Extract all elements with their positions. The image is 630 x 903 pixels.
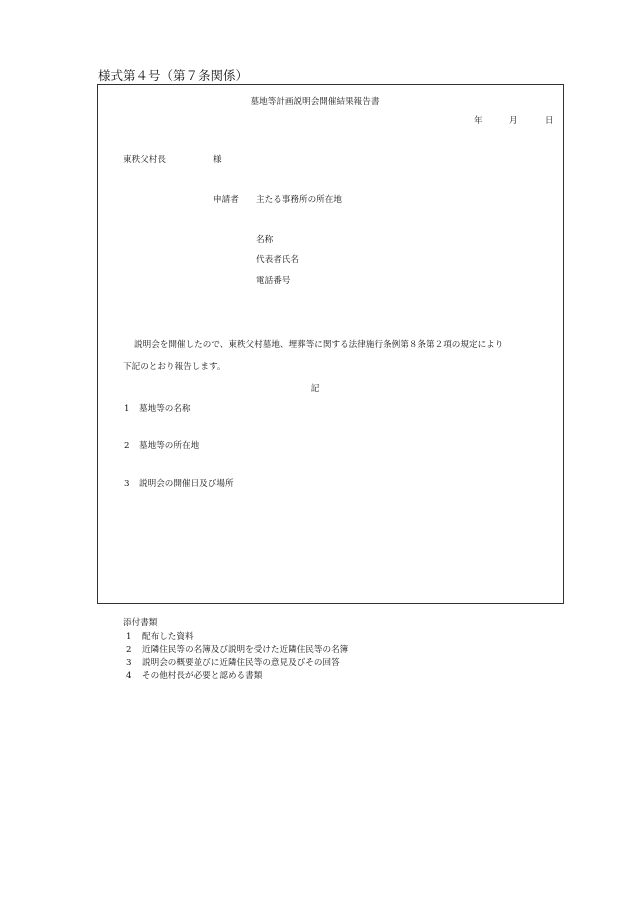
date-month-label: 月 — [509, 116, 518, 126]
addressee: 東秩父村長 — [123, 155, 166, 165]
item-cemetery-name — [124, 402, 191, 414]
attachment-label: 近隣住民等の名簿及び説明を受けた近隣住民等の名簿 — [142, 645, 349, 655]
attachment-label: その他村長が必要と認める書類 — [142, 671, 263, 681]
applicant-label: 申請者 — [213, 195, 239, 205]
item-label: 説明会の開催日及び場所 — [139, 479, 234, 489]
item-number: 2 — [124, 441, 130, 451]
attachment-label: 配布した資料 — [142, 632, 194, 642]
form-number: 様式第４号（第７条関係） — [98, 68, 249, 83]
item-number: 3 — [124, 479, 130, 489]
date-day-label: 日 — [545, 116, 554, 126]
attachment-item — [126, 656, 340, 668]
body-text-line1: 説明会を開催したので、東秩父村墓地、埋葬等に関する法律施行条例第８条第２項の規定により — [134, 340, 504, 350]
document-title: 墓地等計画説明会開催結果報告書 — [250, 97, 380, 107]
item-label: 墓地等の所在地 — [139, 441, 200, 451]
attachment-number: 3 — [126, 658, 132, 668]
attachment-number: 4 — [126, 671, 132, 681]
representative-label: 代表者氏名 — [256, 255, 299, 265]
item-cemetery-location — [124, 439, 199, 451]
ki-heading: 記 — [310, 384, 320, 394]
attachment-item — [126, 643, 348, 655]
item-meeting-date-place — [124, 477, 234, 489]
date-year-label: 年 — [474, 116, 483, 126]
attachment-item — [126, 630, 194, 642]
attachment-label: 説明会の概要並びに近隣住民等の意見及びその回答 — [142, 658, 340, 668]
attachment-item — [126, 669, 262, 681]
name-label: 名称 — [256, 235, 274, 245]
addressee-honorific: 様 — [213, 155, 222, 165]
office-location-label: 主たる事務所の所在地 — [256, 195, 342, 205]
body-text-line2: 下記のとおり報告します。 — [123, 362, 226, 372]
attachments-title: 添付書類 — [123, 618, 158, 628]
attachment-number: 2 — [126, 645, 132, 655]
item-label: 墓地等の名称 — [139, 404, 191, 414]
item-number: 1 — [124, 404, 130, 414]
attachment-number: 1 — [126, 632, 132, 642]
phone-label: 電話番号 — [256, 276, 291, 286]
